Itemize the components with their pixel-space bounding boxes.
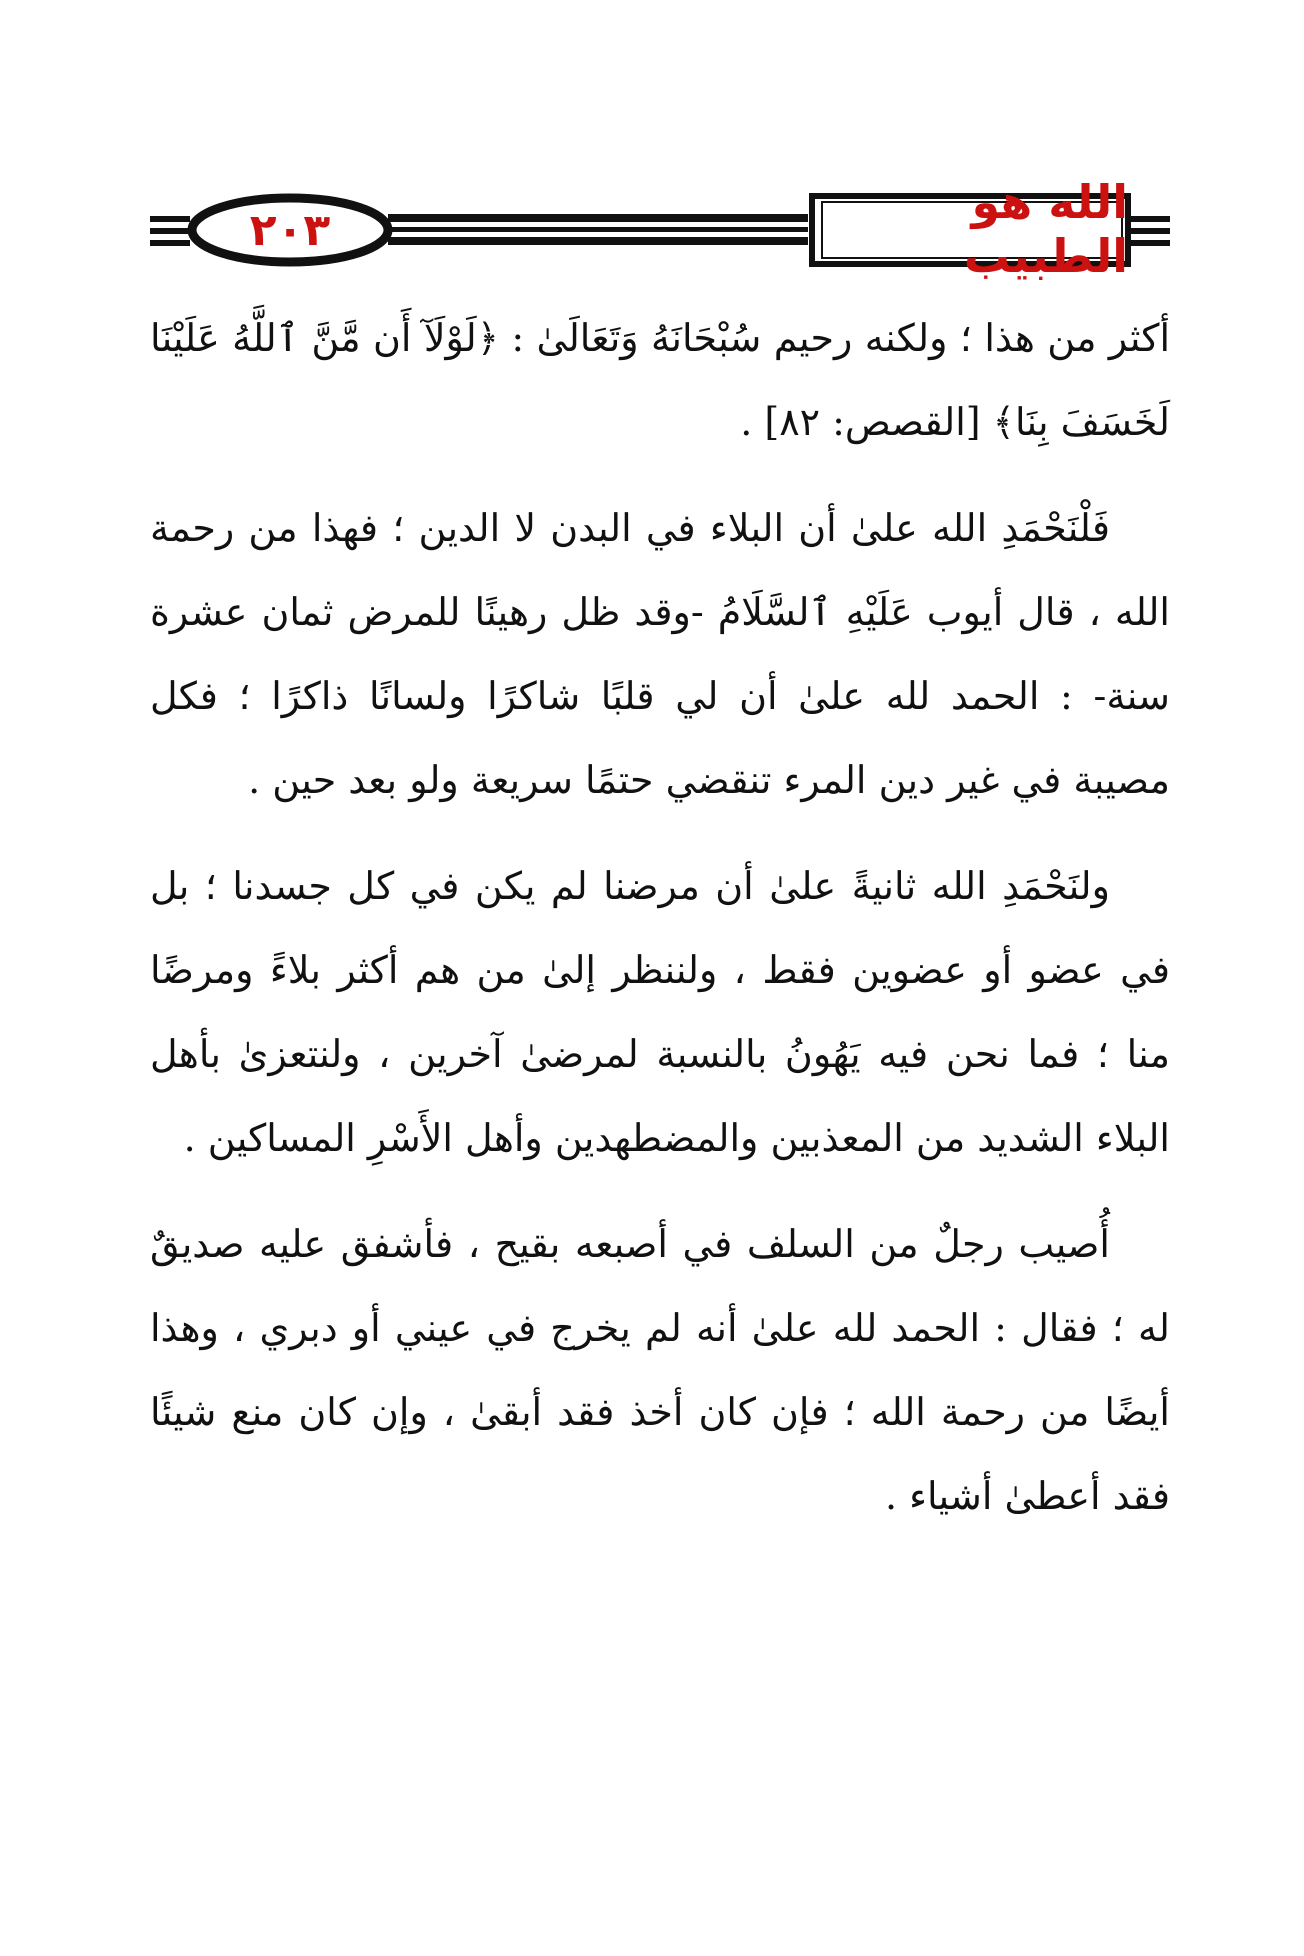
page-number: ٢٠٣ [249, 204, 331, 256]
paragraph-2: فَلْنَحْمَدِ الله علىٰ أن البلاء في البدن لا الدين ؛ فهذا من رحمة الله ، قال أيوب عَلَيْهِ ٱلسَّلَامُ -وقد ظل رهينًا للمرض ثمان عشرة سنة- : الحمد لله علىٰ أن لي قلبًا شاكرًا ولسانًا ذاكرًا ؛ فكل مصيبة في غير دين المرء تنقضي حتمًا سريعة ولو بعد حين . [150, 506, 1170, 802]
running-header [150, 175, 1170, 283]
running-title: الله هو الطبيب [963, 175, 1128, 283]
paragraph-3: ولنَحْمَدِ الله ثانيةً علىٰ أن مرضنا لم يكن في كل جسدنا ؛ بل في عضو أو عضوين فقط ، ولننظر إلىٰ من هم أكثر بلاءً ومرضًا منا ؛ فما نحن فيه يَهُونُ بالنسبة لمرضىٰ آخرين ، ولنتعزىٰ بأهل البلاء الشديد من المعذبين والمضطهدين وأهل الأَسْرِ المساكين . [150, 864, 1170, 1160]
paragraph-1: أكثر من هذا ؛ ولكنه رحيم سُبْحَانَهُ وَتَعَالَىٰ : ﴿لَوْلَآ أَن مَّنَّ ٱللَّهُ عَلَيْنَا لَخَسَفَ بِنَا﴾ [القصص: ٨٢] . [150, 316, 1170, 444]
page-body [150, 296, 1170, 1560]
paragraph-4: أُصيب رجلٌ من السلف في أصبعه بقيح ، فأشفق عليه صديقٌ له ؛ فقال : الحمد لله علىٰ أنه لم يخرج في عيني أو دبري ، وهذا أيضًا من رحمة الله ؛ فإن كان أخذ فقد أبقىٰ ، وإن كان منع شيئًا فقد أعطىٰ أشياء . [150, 1222, 1170, 1518]
